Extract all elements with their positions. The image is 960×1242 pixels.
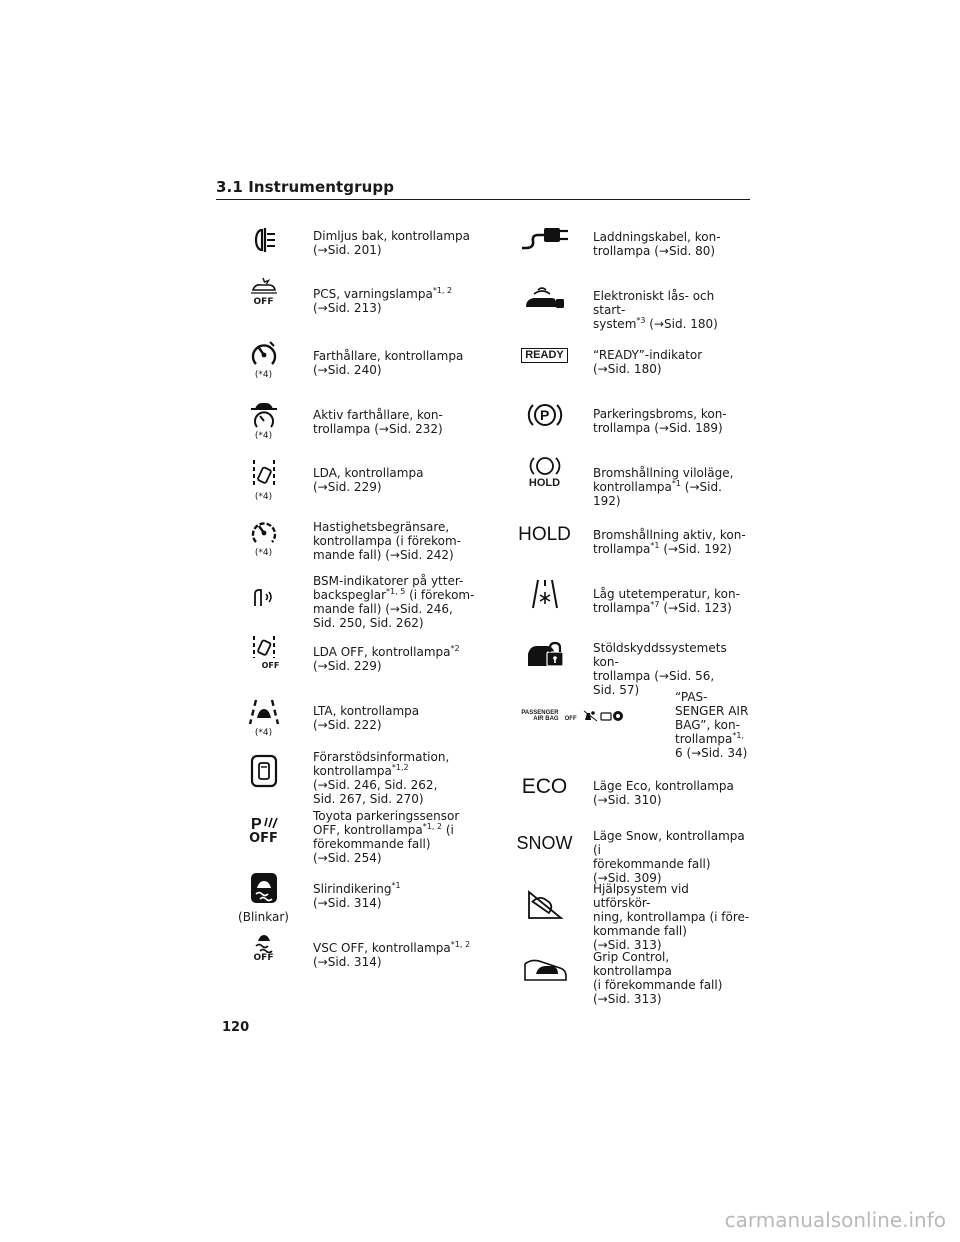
charging-cable-icon [520, 222, 570, 252]
item-description: Låg utetemperatur, kon- trollampa$^{*7}$ (→Sid. 123) [593, 587, 740, 615]
security-indicator-icon [525, 638, 565, 668]
passenger-airbag-label: PASSENGER AIR BAG [521, 710, 559, 722]
item-description: LTA, kontrollampa (→Sid. 222) [313, 704, 420, 732]
item-description: Bromshållning aktiv, kon- trollampa$^{*1}$ (→Sid. 192) [593, 528, 746, 556]
brake-hold-standby-icon [528, 455, 562, 477]
item-description: Slirindikering$^{*1}$ (→Sid. 314) [313, 881, 401, 910]
item-description: Stöldskyddssystemets kon- trollampa (→Sid. 56, Sid. 57) [593, 641, 727, 697]
off-label: OFF [261, 661, 280, 670]
grip-control-icon [522, 954, 568, 982]
section-title: 3.1 Instrumentgrupp [216, 178, 395, 196]
snow-mode-icon: SNOW [516, 833, 573, 853]
item-description: PCS, varningslampa$^{*1, 2}$ (→Sid. 213) [313, 286, 453, 315]
item-note: (*4) [254, 548, 273, 558]
watermark: carmanualsonline.info [724, 1208, 946, 1232]
item-description: Hjälpsystem vid utförskör- ning, kontrollampa (i före- kommande fall) (→Sid. 313) [593, 882, 750, 952]
item-description: “READY”-indikator (→Sid. 180) [593, 348, 703, 376]
brake-hold-operated-icon: HOLD [518, 524, 571, 545]
item-description: Laddningskabel, kon- trollampa (→Sid. 80) [593, 230, 721, 258]
section-divider [216, 199, 750, 200]
item-note: (*4) [254, 370, 273, 380]
passenger-airbag-icon [583, 710, 625, 722]
off-label: OFF [253, 953, 274, 963]
svg-text:P: P [539, 407, 549, 423]
parking-brake-icon [527, 400, 563, 430]
item-note: (*4) [254, 431, 273, 441]
svg-text:P: P [250, 816, 262, 832]
item-description: Dimljus bak, kontrollampa (→Sid. 201) [313, 229, 471, 257]
item-description: Elektroniskt lås- och start- system$^{*3}$ (→Sid. 180) [593, 289, 718, 331]
page-number: 120 [222, 1020, 250, 1035]
item-description: Läge Eco, kontrollampa (→Sid. 310) [593, 779, 734, 807]
item-description: VSC OFF, kontrollampa$^{*1, 2}$ (→Sid. 314) [313, 940, 471, 969]
item-description: Hastighetsbegränsare, kontrollampa (i förekom- mande fall) (→Sid. 242) [313, 520, 462, 562]
radar-cruise-icon [248, 399, 280, 429]
item-note: (Blinkar) [238, 910, 289, 924]
item-description: LDA OFF, kontrollampa$^{*2}$ (→Sid. 229) [313, 644, 460, 673]
ready-indicator-icon: READY [521, 348, 568, 363]
slip-indicator-icon [250, 872, 278, 904]
off-label: OFF [249, 831, 278, 846]
lda-icon [250, 458, 278, 490]
eco-mode-icon: ECO [521, 775, 568, 798]
parking-sensor-off-icon [249, 814, 279, 832]
airbag-off-label: OFF [564, 716, 577, 722]
item-description: BSM-indikatorer på ytter- backspeglar$^{*1, 5}$ (i förekom- mande fall) (→Sid. 246, Sid. 250, Sid. 262) [313, 574, 475, 630]
rear-fog-light-icon [251, 225, 277, 255]
item-description: Farthållare, kontrollampa (→Sid. 240) [313, 349, 464, 377]
pcs-off-icon [249, 276, 279, 296]
item-description: Grip Control, kontrollampa (i förekommande fall) (→Sid. 313) [593, 950, 723, 1006]
hold-label: HOLD [528, 477, 561, 489]
lda-off-icon [250, 634, 278, 660]
item-note: (*4) [254, 728, 273, 738]
item-description: Förarstödsinformation, kontrollampa$^{*1,2}$ (→Sid. 246, Sid. 262, Sid. 267, Sid. 270) [313, 750, 450, 806]
cruise-control-icon [250, 340, 278, 368]
lta-icon [248, 696, 280, 726]
item-description: Parkeringsbroms, kon- trollampa (→Sid. 189) [593, 407, 727, 435]
item-description: “PAS- SENGER AIR BAG”, kon- trollampa$^{*1,}$ 6 (→Sid. 34) [675, 690, 749, 760]
item-description: Bromshållning viloläge, kontrollampa$^{*1}$ (→Sid. 192) [593, 466, 734, 508]
vsc-off-icon [253, 933, 275, 953]
item-description: Aktiv farthållare, kon- trollampa (→Sid. 232) [313, 408, 443, 436]
bsm-icon [252, 586, 276, 608]
off-label: OFF [253, 297, 274, 307]
item-note: (*4) [254, 492, 273, 502]
item-description: LDA, kontrollampa (→Sid. 229) [313, 466, 424, 494]
driver-assist-info-icon [250, 754, 278, 788]
item-description: Läge Snow, kontrollampa (i förekommande fall) (→Sid. 309) [593, 829, 745, 885]
smart-key-icon [522, 285, 568, 311]
item-description: Toyota parkeringssensor OFF, kontrollampa$^{*1, 2}$ (i förekommande fall) (→Sid. 254) [313, 809, 460, 865]
speed-limiter-icon [250, 518, 278, 546]
low-temperature-icon [530, 578, 560, 610]
hill-start-assist-icon [525, 886, 565, 920]
